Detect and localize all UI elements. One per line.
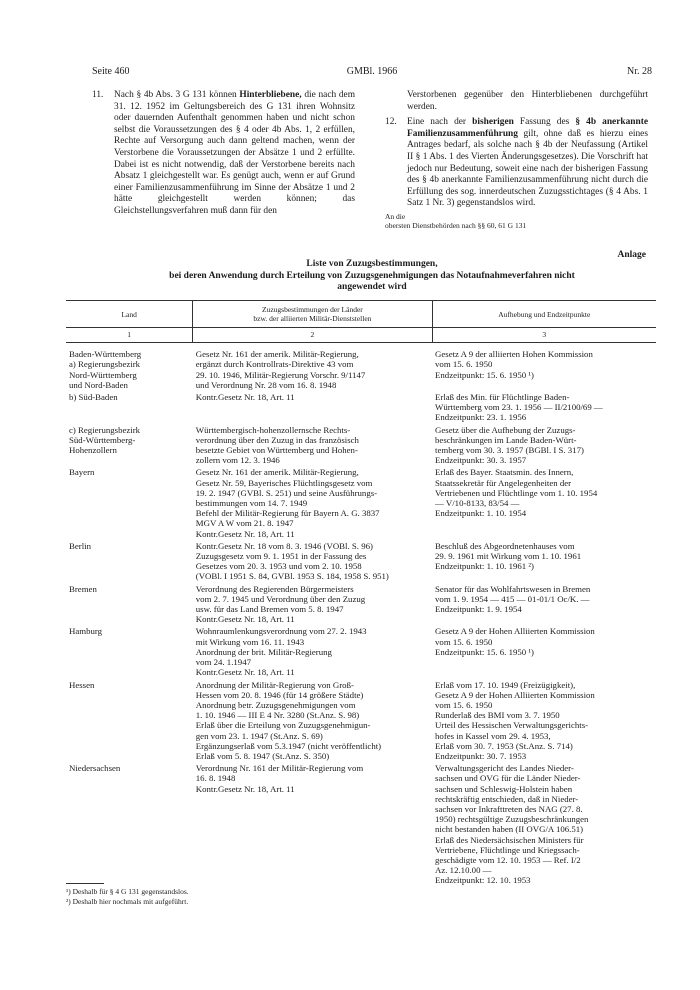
- table-row: [66, 467, 656, 540]
- column-header-end: Aufhebung und Endzeitpunkte: [432, 301, 656, 328]
- addressee-line-2: obersten Dienstbehörden nach §§ 60, 61 G 131: [385, 221, 527, 231]
- paragraph-11-continued: [385, 90, 648, 113]
- end-cell: Erlaß des Bayer. Staatsmin. des Innern, Staatssekretär für Angelegenheiten der Vertriebenen und Flüchtlinge vom 1. 10. 1954 — V/10-8133, 83/54 — Endzeitpunkt: 1. 10. 1954: [435, 467, 598, 519]
- table-row: [66, 392, 656, 425]
- page-header: [92, 66, 652, 80]
- table-row: [66, 626, 656, 679]
- footnote-divider: [66, 883, 104, 884]
- land-cell: b) Süd-Baden: [69, 392, 118, 403]
- left-column: [92, 90, 355, 218]
- paragraph-11-pre: Nach § 4b Abs. 3 G 131 können: [114, 90, 240, 100]
- land-cell: Baden-Württemberg a) Regierungsbezirk Nord-Württemberg und Nord-Baden: [69, 349, 142, 390]
- column-number: 2: [193, 328, 432, 343]
- paragraph-11-bold: Hinterbliebene,: [239, 90, 302, 100]
- column-number-row: [66, 328, 656, 343]
- end-cell: Senator für das Wohlfahrtswesen in Bremen vom 1. 9. 1954 — 415 — 01-01/1 Oc/K. — Endzeitpunkt: 1. 9. 1954: [435, 583, 591, 615]
- table-row: [66, 584, 656, 627]
- land-cell: Hamburg: [69, 626, 103, 637]
- list-title: [92, 259, 652, 294]
- land-cell: Bremen: [69, 583, 97, 594]
- annex-label: Anlage: [617, 250, 646, 260]
- column-header-land: Land: [66, 301, 193, 328]
- rules-cell: Kontr.Gesetz Nr. 18, Art. 11: [195, 392, 295, 403]
- paragraph-12-mid: Fassung des: [513, 117, 576, 128]
- regulations-table: [66, 300, 656, 888]
- list-title-line-3: angewendet wird: [337, 282, 407, 292]
- list-title-line-1: Liste von Zuzugsbestimmungen,: [306, 259, 438, 269]
- end-cell: Gesetz A 9 der Hohen Alliierten Kommission vom 15. 6. 1950 Endzeitpunkt: 15. 6. 1950 ¹): [435, 626, 595, 657]
- footnote-2: ²) Deshalb hier nochmals mit aufgeführt.: [66, 897, 189, 906]
- land-cell: Berlin: [69, 540, 91, 551]
- rules-cell: Württembergisch-hohenzollernsche Rechts- verordnung über den Zuzug in das französisch besetzte Gebiet von Württemberg und Hohen- zollern vom 12. 3. 1946: [195, 424, 359, 466]
- page-number: Seite 460: [92, 66, 130, 77]
- end-cell: Gesetz A 9 der alliierten Hohen Kommission vom 15. 6. 1950 Endzeitpunkt: 15. 6. 1950 ¹): [435, 349, 593, 380]
- land-cell: Bayern: [69, 467, 95, 478]
- paragraph-11-text: die nach dem 31. 12. 1952 im Geltungsbereich des G 131 ihren Wohnsitz oder dauernden Aufenthalt genommen haben und nicht schon selbst die Voraussetzungen des § 4 oder 4b Abs. 1, 2 erfüllen, Rechte auf Versorgung auch dann geltend machen, wenn der Verstorbene die Voraussetzungen der Absätze 1 und 2 erfüllte. Dabei ist es nicht notwendig, daß der Verstorbene bereits nach Absatz 1 gleichgestellt war. Es genügt auch, wenn er auf Grund einer Familienzusammenführung im Sinne der Absätze 1 und 2 hätte gleichgestellt werden können; das Gleichstellungsverfahren muß dann für den: [114, 90, 355, 216]
- rules-cell: Gesetz Nr. 161 der amerik. Militär-Regierung, Gesetz Nr. 59, Bayerisches Flüchtlingsgesetz vom 19. 2. 1947 (GVBl. S. 251) und seine Ausführungs- bestimmungen vom 14. 7. 1949 Befehl der Militär-Regierung für Bayern A. G. 3837 MGV A W vom 21. 8. 1947 Kontr.Gesetz Nr. 18, Art. 11: [195, 467, 380, 539]
- column-header-rules: Zuzugsbestimmungen der Länder bzw. der alliierten Militär-Dienststellen: [193, 301, 432, 328]
- rules-cell: Anordnung der Militär-Regierung von Groß- Hessen vom 20. 8. 1946 (für 14 größere Städte) Anordnung betr. Zuzugsgenehmigungen vom 1. 10. 1946 — III E 4 Nr. 3280 (St.Anz. S. 98) Erlaß über die Erteilung von Zuzugsgenehmigun- gen vom 23. 1. 1947 (St.Anz. S. 69) Ergänzungserlaß vom 5.3.1947 (nicht veröffentlicht) Erlaß vom 5. 8. 1947 (St.Anz. S. 350): [195, 679, 382, 761]
- footnotes: [66, 887, 189, 907]
- rules-cell: Wohnraumlenkungsverordnung vom 27. 2. 1943 mit Wirkung vom 16. 11. 1943 Anordnung der brit. Militär-Regierung vom 24. 1.1947 Kontr.Gesetz Nr. 18, Art. 11: [195, 626, 367, 678]
- paragraph-12-number: 12.: [385, 117, 397, 128]
- paragraph-12-bold2: § 4b anerkannte Familienzusammenführung: [407, 117, 648, 139]
- end-cell: Gesetz über die Aufhebung der Zuzugs- beschränkungen im Lande Baden-Würt- temberg vom 30. 3. 1957 (BGBl. I S. 317) Endzeitpunkt: 30. 3. 1957: [435, 424, 584, 466]
- column-number: 1: [66, 328, 193, 343]
- rules-cell: Kontr.Gesetz Nr. 18 vom 8. 3. 1946 (VOBl. S. 96) Zuzugsgesetz vom 9. 1. 1951 in der Fassung des Gesetzes vom 20. 3. 1953 und vom 2. 10. 1958 (VOBl. I 1951 S. 84, GVBl. 1953 S. 184, 1958 S. 951): [195, 540, 389, 582]
- end-cell: Beschluß des Abgeordnetenhauses vom 29. 9. 1961 mit Wirkung vom 1. 10. 1961 Endzeitpunkt: 1. 10. 1961 ²): [435, 540, 582, 572]
- table-row: [66, 343, 656, 392]
- paragraph-12-pre: Eine nach der: [407, 117, 473, 128]
- paragraph-11: [92, 90, 355, 218]
- paragraph-12: [385, 117, 648, 210]
- footnote-1: ¹) Deshalb für § 4 G 131 gegenstandslos.: [66, 887, 189, 896]
- land-cell: c) Regierungsbezirk Süd-Württemberg- Hohenzollern: [69, 424, 141, 456]
- table-row: [66, 541, 656, 584]
- column-number: 3: [432, 328, 656, 343]
- right-column: [385, 90, 648, 231]
- issue-number: Nr. 28: [627, 66, 652, 77]
- table-row: [66, 425, 656, 468]
- end-cell: Erlaß vom 17. 10. 1949 (Freizügigkeit), Gesetz A 9 der Hohen Alliierten Kommission vom 15. 6. 1950 Runderlaß des BMI vom 3. 7. 1950 Urteil des Hessischen Verwaltungsgerichts- hofes in Kassel vom 29. 4. 1953, Erlaß vom 30. 7. 1953 (St.Anz. S. 714) Endzeitpunkt: 30. 7. 1953: [435, 679, 595, 761]
- table-header-row: [66, 301, 656, 328]
- addressee: [385, 212, 648, 231]
- land-cell: Niedersachsen: [69, 763, 121, 774]
- list-title-line-2: bei deren Anwendung durch Erteilung von Zuzugsgenehmigungen das Notaufnahmeverfahren nicht: [169, 270, 575, 281]
- land-cell: Hessen: [69, 679, 95, 690]
- journal-title: GMBl. 1966: [346, 66, 398, 77]
- paragraph-11-cont-text: Verstorbenen gegenüber den Hinterbliebenen durchgeführt werden.: [407, 90, 648, 112]
- rules-cell: Verordnung des Regierenden Bürgermeisters vom 2. 7. 1945 und Verordnung über den Zuzug usw. für das Land Bremen vom 5. 8. 1947 Kontr.Gesetz Nr. 18, Art. 11: [195, 583, 366, 625]
- table-row: [66, 763, 656, 887]
- table-row: [66, 680, 656, 764]
- paragraph-12-text: gilt, ohne daß es hierzu eines Antrages bedarf, als solche nach § 4b der Neufassung (Artikel II § 1 Abs. 1 des Vierten Änderungsgesetzes). Die Vorschrift hat jedoch nur Bedeutung, soweit eine nach der bisherigen Fassung des § 4b anerkannte Familienzusammenführung nicht durch die Erfüllung des sog. innerdeutschen Zuzugsstichtages (§ 4 Abs. 1 Satz 1 Nr. 3) gegenstandslos wird.: [407, 128, 648, 209]
- paragraph-12-bold: bisherigen: [472, 117, 514, 128]
- rules-cell: Gesetz Nr. 161 der amerik. Militär-Regierung, ergänzt durch Kontrollrats-Direktive 43 vom 29. 10. 1946, Militär-Regierung Vorschr. 9/1147 und Verordnung Nr. 28 vom 16. 8. 1948: [195, 349, 366, 390]
- rules-cell: Verordnung Nr. 161 der Militär-Regierung vom 16. 8. 1948 Kontr.Gesetz Nr. 18, Art. 11: [195, 763, 364, 794]
- end-cell: Verwaltungsgericht des Landes Nieder- sachsen und OVG für die Länder Nieder- sachsen und Schleswig-Holstein haben rechtskräftig entschieden, daß in Nieder- sachsen vor Inkrafttreten des NAG (27. 8. 1950) rechtsgültige Zuzugsbeschränkungen nicht bestanden haben (II OVG/A 106.51) Erlaß des Niedersächsischen Ministers für Vertriebene, Flüchtlinge und Kriegssach- geschädigte vom 12. 10. 1953 — Ref. I/2 Az. 12.10.00 — Endzeitpunkt: 12. 10. 1953: [435, 763, 589, 886]
- addressee-line-1: An die: [385, 211, 406, 221]
- paragraph-11-number: 11.: [92, 90, 104, 100]
- end-cell: Erlaß des Min. für Flüchtlinge Baden- Württemberg vom 23. 1. 1956 — II/2100/69 — Endzeitpunkt: 23. 1. 1956: [435, 392, 603, 423]
